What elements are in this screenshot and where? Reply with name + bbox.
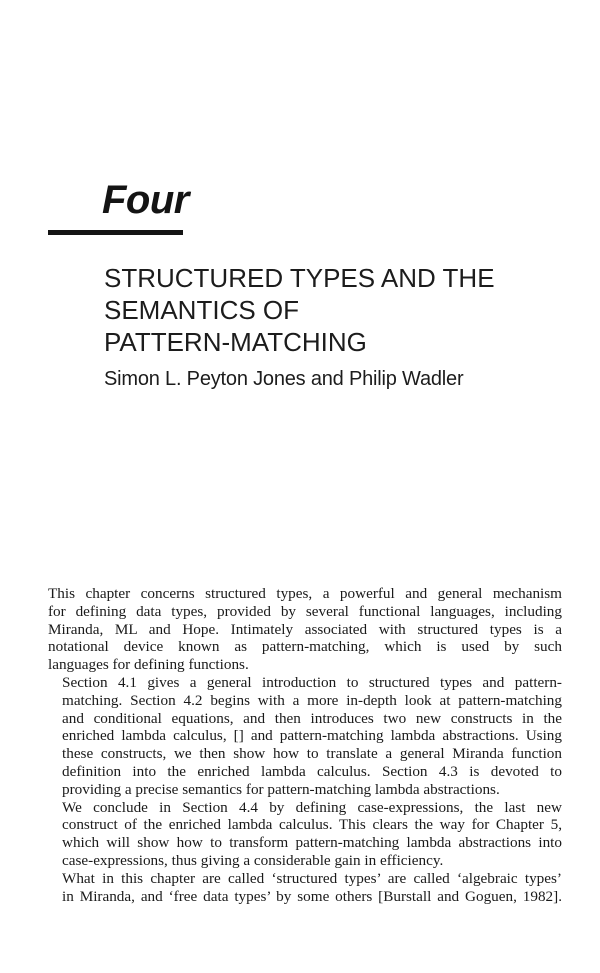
text-line: Miranda, ML and Hope. Intimately associated with structured types is a (48, 620, 562, 638)
text-line: matching. Section 4.2 begins with a more in-depth look at pattern-matching (62, 691, 562, 709)
text-line: This chapter concerns structured types, a powerful and general mechanism (48, 585, 562, 602)
text-line: definition into the enriched lambda calculus. Section 4.3 is devoted to (62, 762, 562, 780)
chapter-title-line: STRUCTURED TYPES AND THE (104, 263, 495, 293)
text-line: case-expressions, thus giving a considerable gain in efficiency. (62, 851, 444, 869)
text-line: providing a precise semantics for pattern-matching lambda abstractions. (62, 780, 500, 798)
text-line: We conclude in Section 4.4 by defining case-expressions, the last new (62, 798, 562, 816)
text-line: in Miranda, and ‘free data types’ by some others [Burstall and Goguen, 1982]. (62, 887, 562, 905)
text-line: construct of the enriched lambda calculus. This clears the way for Chapter 5, (62, 816, 562, 834)
paragraph (48, 585, 562, 674)
text-line: these constructs, we then show how to translate a general Miranda function (62, 745, 562, 763)
chapter-rule (48, 230, 183, 235)
chapter-title-line: SEMANTICS OF (104, 295, 300, 325)
chapter-authors: Simon L. Peyton Jones and Philip Wadler (104, 368, 464, 390)
text-line: Section 4.1 gives a general introduction to structured types and pattern- (62, 673, 562, 691)
text-line: which will show how to transform pattern-matching lambda abstractions into (62, 834, 562, 852)
text-line: enriched lambda calculus, [] and pattern-matching lambda abstractions. Using (62, 727, 562, 745)
paragraph (48, 870, 562, 906)
paragraph (48, 674, 562, 799)
chapter-body (48, 585, 562, 905)
chapter-title (104, 262, 574, 358)
text-line: languages for defining functions. (48, 656, 249, 674)
text-line: for defining data types, provided by several functional languages, including (48, 602, 562, 620)
chapter-title-line: PATTERN-MATCHING (104, 327, 367, 357)
text-line: notational device known as pattern-matching, which is used by such (48, 638, 562, 656)
chapter-number: Four (102, 178, 189, 222)
text-line: What in this chapter are called ‘structured types’ are called ‘algebraic types’ (62, 869, 562, 887)
paragraph (48, 799, 562, 870)
text-line: and conditional equations, and then introduces two new constructs in the (62, 709, 562, 727)
